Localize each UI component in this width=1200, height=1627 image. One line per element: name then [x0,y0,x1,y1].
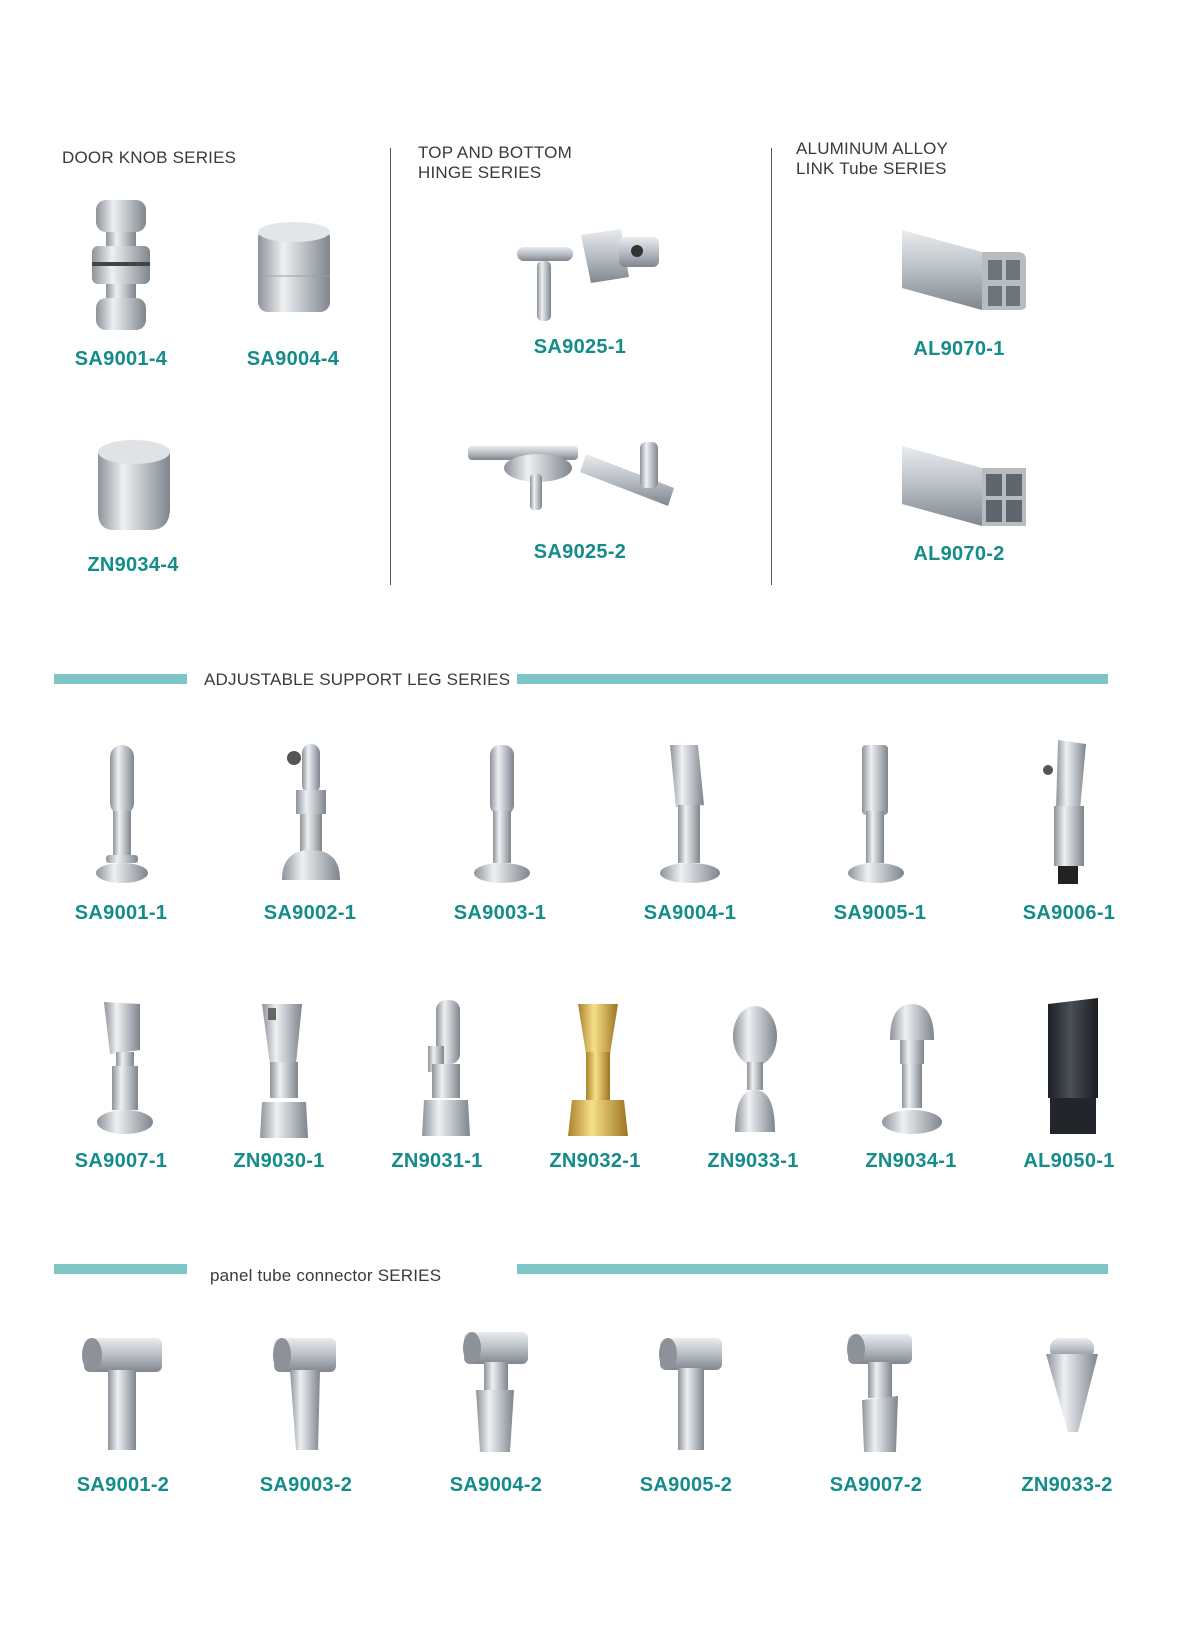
code-sa9005-2: SA9005-2 [639,1474,733,1496]
divider-right [771,148,772,585]
code-sa9004-2: SA9004-2 [449,1474,543,1496]
product-image-sa9007-1 [96,1002,154,1134]
code-sa9001-4: SA9001-4 [74,348,168,370]
code-sa9005-1: SA9005-1 [833,902,927,924]
product-image-sa9003-1 [474,745,530,885]
product-image-sa9003-2 [270,1334,340,1452]
code-zn9033-2: ZN9033-2 [1021,1474,1113,1496]
product-image-sa9025-1 [515,225,665,325]
connector-heading: panel tube connector SERIES [210,1266,442,1285]
product-image-sa9004-1 [660,745,720,885]
product-image-sa9004-2 [460,1328,532,1454]
product-image-sa9004-4 [258,222,330,316]
product-image-al9070-1 [902,230,1026,312]
code-al9070-2: AL9070-2 [913,543,1005,565]
code-sa9025-1: SA9025-1 [533,336,627,358]
product-image-sa9001-1 [96,745,148,885]
hinge-heading-line2: HINGE SERIES [418,163,542,182]
code-zn9034-1: ZN9034-1 [865,1150,957,1172]
code-sa9006-1: SA9006-1 [1022,902,1116,924]
code-sa9004-1: SA9004-1 [643,902,737,924]
code-zn9032-1: ZN9032-1 [549,1150,641,1172]
code-zn9031-1: ZN9031-1 [391,1150,483,1172]
support-leg-bar-left [54,674,187,684]
product-image-sa9002-1 [280,742,342,884]
product-image-sa9001-2 [80,1334,166,1452]
code-al9070-1: AL9070-1 [913,338,1005,360]
code-zn9033-1: ZN9033-1 [707,1150,799,1172]
link-tube-heading [796,139,948,179]
code-sa9007-2: SA9007-2 [829,1474,923,1496]
product-image-zn9031-1 [418,1000,476,1138]
support-leg-bar-right [517,674,1108,684]
code-sa9003-2: SA9003-2 [259,1474,353,1496]
product-image-zn9033-2 [1040,1338,1106,1434]
support-leg-heading: ADJUSTABLE SUPPORT LEG SERIES [204,670,511,689]
code-zn9034-4: ZN9034-4 [87,554,179,576]
product-image-zn9033-1 [729,1006,781,1134]
link-tube-heading-line2: LINK Tube SERIES [796,159,947,178]
code-sa9001-2: SA9001-2 [76,1474,170,1496]
divider-left [390,148,391,585]
hinge-heading-line1: TOP AND BOTTOM [418,143,572,162]
code-al9050-1: AL9050-1 [1023,1150,1115,1172]
door-knob-heading: DOOR KNOB SERIES [62,148,237,167]
product-image-sa9001-4 [90,200,152,332]
product-image-sa9025-2 [468,440,688,520]
link-tube-heading-line1: ALUMINUM ALLOY [796,139,949,158]
product-image-zn9030-1 [256,1004,312,1138]
code-sa9002-1: SA9002-1 [263,902,357,924]
code-zn9030-1: ZN9030-1 [233,1150,325,1172]
product-image-zn9032-1 [566,1004,630,1138]
product-image-zn9034-1 [880,1004,944,1134]
code-sa9007-1: SA9007-1 [74,1150,168,1172]
product-image-al9050-1 [1048,998,1098,1136]
product-image-sa9006-1 [1040,740,1096,890]
product-image-sa9005-2 [656,1334,726,1452]
code-sa9004-4: SA9004-4 [246,348,340,370]
product-image-zn9034-4 [94,438,174,534]
hinge-heading [418,143,572,183]
code-sa9003-1: SA9003-1 [453,902,547,924]
connector-bar-right [517,1264,1108,1274]
product-image-al9070-2 [902,446,1026,528]
product-image-sa9007-2 [844,1330,916,1454]
code-sa9025-2: SA9025-2 [533,541,627,563]
code-sa9001-1: SA9001-1 [74,902,168,924]
connector-bar-left [54,1264,187,1274]
product-image-sa9005-1 [848,745,904,885]
